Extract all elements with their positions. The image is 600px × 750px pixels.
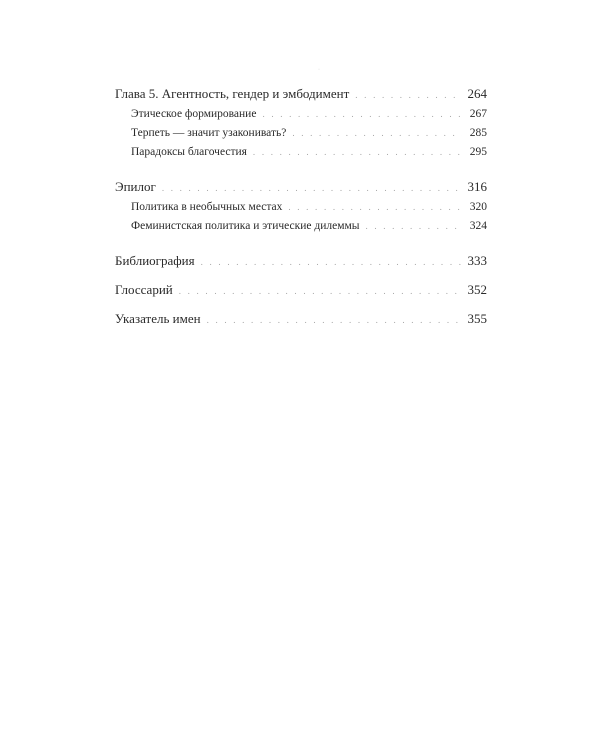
toc-entry-page: 295 — [469, 146, 487, 158]
dot-leader — [288, 198, 462, 217]
toc-entry-page: 267 — [469, 108, 487, 120]
toc-entry-title: Библиография — [115, 253, 195, 268]
toc-entry-title: Эпилог — [115, 179, 156, 194]
toc-entry-title: Указатель имен — [115, 311, 201, 326]
toc-entry-title: Терпеть — значит узаконивать? — [131, 127, 287, 139]
dot-leader — [179, 283, 462, 300]
toc-entry-name-index — [115, 310, 487, 327]
toc-entry-page: 352 — [467, 282, 487, 297]
toc-entry-title: Глава 5. Агентность, гендер и эмбодимент — [115, 86, 350, 101]
toc-entry-page: 324 — [469, 220, 487, 232]
toc-entry-title: Политика в необычных местах — [131, 201, 283, 213]
table-of-contents — [115, 85, 487, 327]
dot-leader — [365, 217, 462, 236]
toc-entry-page: 285 — [469, 127, 487, 139]
toc-entry-feminist-politics — [115, 217, 487, 236]
toc-entry-politics-unusual-places — [115, 198, 487, 217]
dot-leader — [253, 143, 462, 162]
toc-entry-chapter-5 — [115, 85, 487, 102]
toc-entry-page: 264 — [467, 86, 487, 101]
toc-entry-page: 333 — [467, 253, 487, 268]
toc-entry-paradoxes-piety — [115, 143, 487, 162]
toc-entry-title: Феминистская политика и этические дилеммы — [131, 220, 360, 232]
dot-leader — [201, 254, 462, 271]
toc-entry-glossary — [115, 281, 487, 298]
toc-entry-page: 320 — [469, 201, 487, 213]
toc-entry-ethical-formation — [115, 105, 487, 124]
toc-entry-page: 355 — [467, 311, 487, 326]
dot-leader — [262, 105, 462, 124]
toc-entry-bibliography — [115, 252, 487, 269]
toc-entry-tolerate-legitimize — [115, 124, 487, 143]
dot-leader — [292, 124, 462, 143]
toc-entry-title: Парадоксы благочестия — [131, 146, 247, 158]
dot-leader — [162, 180, 462, 197]
toc-entry-title: Глоссарий — [115, 282, 173, 297]
dot-leader — [207, 312, 462, 329]
toc-entry-epilogue — [115, 178, 487, 195]
toc-entry-title: Этическое формирование — [131, 108, 257, 120]
toc-entry-page: 316 — [467, 179, 487, 194]
dot-leader — [355, 87, 462, 104]
page-top-mark: · — [318, 67, 320, 73]
